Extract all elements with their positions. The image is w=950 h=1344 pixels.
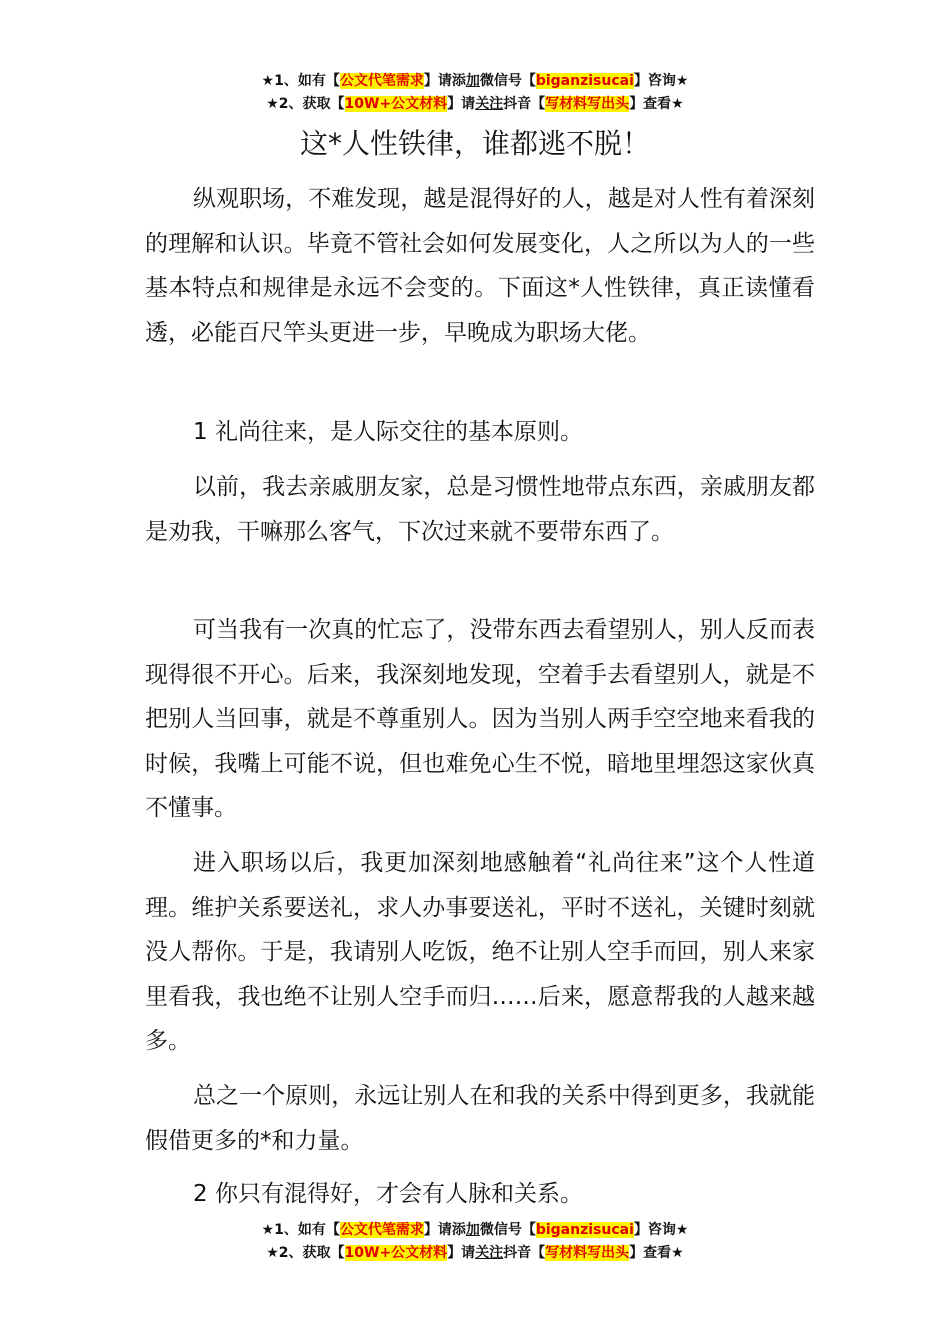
promo-highlight: 10W+公文材料 bbox=[344, 1245, 448, 1261]
promo-text: 】咨询★ bbox=[633, 1222, 689, 1238]
promo-highlight: 10W+公文材料 bbox=[344, 96, 448, 112]
document-title: 这*人性铁律，谁都逃不脱！ bbox=[299, 127, 650, 160]
section-heading-2: 2 你只有混得好，才会有人脉和关系。 bbox=[193, 1181, 583, 1207]
promo-text: 】咨询★ bbox=[633, 73, 689, 89]
promo-underlined-text: 关注 bbox=[475, 1245, 504, 1261]
paragraph: 进入职场以后，我更加深刻地感触着“礼尚往来”这个人性道理。维护关系要送礼，求人办事要送礼，平时不送礼，关键时刻就没人帮你。于是，我请别人吃饭，绝不让别人空手而回，别人来家里看我，我也绝不让别人空手而归……后来，愿意帮我的人越来越多。 bbox=[145, 850, 815, 1054]
promo-underlined-text: 加 bbox=[465, 73, 480, 89]
promo-banner-bottom bbox=[0, 1219, 950, 1265]
paragraph: 总之一个原则，永远让别人在和我的关系中得到更多，我就能假借更多的*和力量。 bbox=[145, 1083, 815, 1154]
promo-underlined-text: 加 bbox=[465, 1222, 480, 1238]
promo-highlight: 公文代笔需求 bbox=[339, 1222, 424, 1238]
promo-text: 微信号【 bbox=[479, 73, 536, 89]
promo-douyin-account: 写材料写出头 bbox=[545, 96, 630, 112]
promo-text: 】请 bbox=[447, 96, 476, 112]
promo-line-2 bbox=[0, 93, 950, 116]
promo-douyin-account: 写材料写出头 bbox=[545, 1245, 630, 1261]
promo-highlight: 公文代笔需求 bbox=[339, 73, 424, 89]
promo-text: 】请 bbox=[447, 1245, 476, 1261]
promo-text: 】查看★ bbox=[629, 96, 684, 112]
promo-text: 】请添 bbox=[423, 73, 466, 89]
promo-text: 抖音【 bbox=[503, 1245, 546, 1261]
promo-line-1 bbox=[0, 70, 950, 93]
promo-text: ★1、如有【 bbox=[261, 1222, 340, 1238]
promo-text: ★1、如有【 bbox=[261, 73, 340, 89]
promo-line-1 bbox=[0, 1219, 950, 1242]
promo-underlined-text: 关注 bbox=[475, 96, 504, 112]
section-heading-1: 1 礼尚往来，是人际交往的基本原则。 bbox=[193, 419, 583, 445]
promo-wechat-id: biganzisucai bbox=[535, 73, 634, 89]
promo-text: 抖音【 bbox=[503, 96, 546, 112]
promo-line-2 bbox=[0, 1242, 950, 1265]
promo-text: 】查看★ bbox=[629, 1245, 684, 1261]
promo-text: ★2、获取【 bbox=[266, 1245, 345, 1261]
promo-text: ★2、获取【 bbox=[266, 96, 345, 112]
promo-text: 微信号【 bbox=[479, 1222, 536, 1238]
promo-wechat-id: biganzisucai bbox=[535, 1222, 634, 1238]
paragraph: 以前，我去亲戚朋友家，总是习惯性地带点东西，亲戚朋友都是劝我，干嘛那么客气，下次过来就不要带东西了。 bbox=[145, 474, 815, 545]
paragraph: 可当我有一次真的忙忘了，没带东西去看望别人，别人反而表现得很不开心。后来，我深刻地发现，空着手去看望别人，就是不把别人当回事，就是不尊重别人。因为当别人两手空空地来看我的时候，我嘴上可能不说，但也难免心生不悦，暗地里埋怨这家伙真不懂事。 bbox=[145, 617, 815, 821]
paragraph-intro: 纵观职场，不难发现，越是混得好的人，越是对人性有着深刻的理解和认识。毕竟不管社会如何发展变化，人之所以为人的一些基本特点和规律是永远不会变的。下面这*人性铁律，真正读懂看透，必能百尺竿头更进一步，早晚成为职场大佬。 bbox=[145, 186, 815, 346]
promo-banner-top bbox=[0, 70, 950, 116]
promo-text: 】请添 bbox=[423, 1222, 466, 1238]
